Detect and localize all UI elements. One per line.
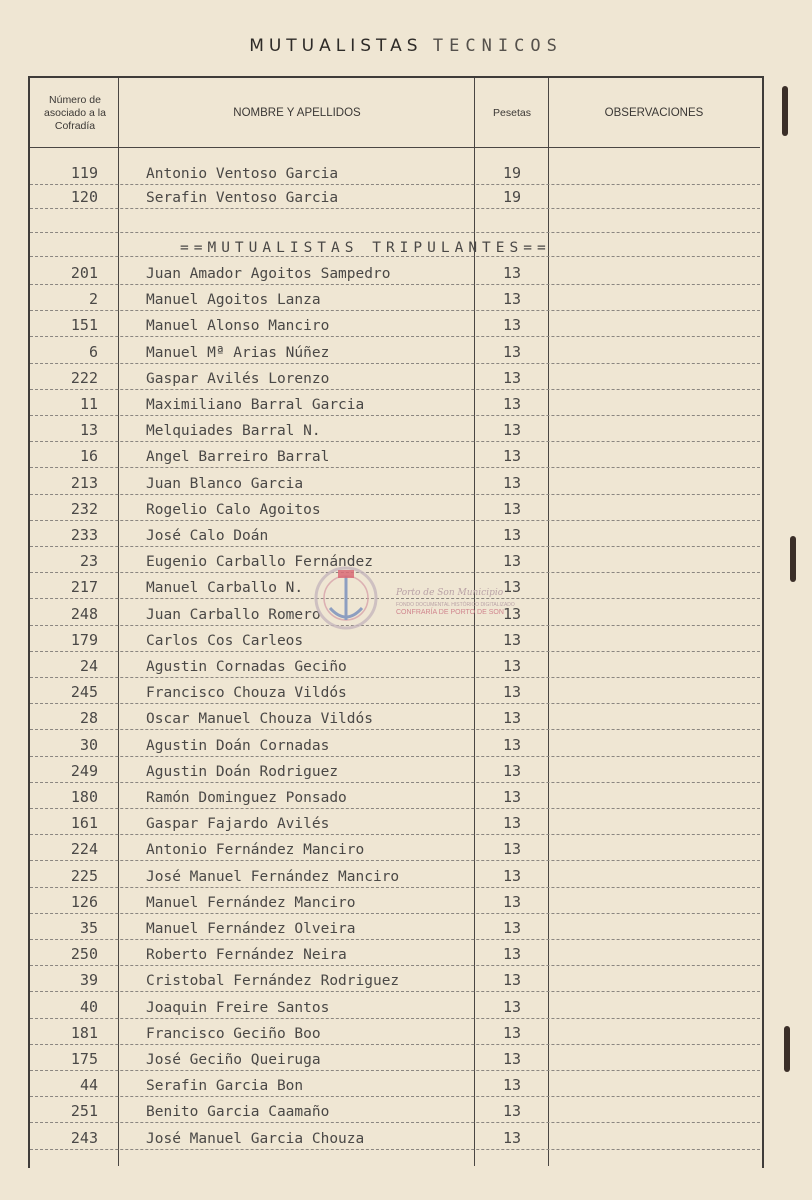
member-name: Eugenio Carballo Fernández (146, 554, 373, 571)
member-name: Gaspar Fajardo Avilés (146, 816, 330, 833)
member-pesetas: 13 (502, 473, 522, 492)
table-row (30, 468, 760, 495)
member-number: 30 (79, 735, 98, 754)
member-name: Oscar Manuel Chouza Vildós (146, 711, 373, 728)
member-name: Serafin Ventoso Garcia (146, 190, 339, 206)
member-name: Ramón Dominguez Ponsado (146, 790, 347, 806)
table-row (30, 756, 760, 783)
table-row (30, 441, 760, 468)
table-row (30, 1018, 760, 1045)
member-number: 120 (70, 188, 98, 206)
page-title (0, 36, 812, 56)
title-printed: MUTUALISTAS (249, 36, 423, 56)
header-divider (30, 147, 760, 148)
member-name: José Calo Doán (146, 528, 269, 544)
member-number: 181 (70, 1023, 98, 1042)
member-pesetas: 13 (502, 683, 522, 702)
member-name: Manuel Fernández Manciro (146, 894, 356, 911)
member-name: Maximiliano Barral Garcia (146, 397, 365, 413)
member-pesetas: 13 (502, 447, 522, 466)
member-number: 225 (70, 866, 98, 885)
member-pesetas: 13 (502, 499, 522, 518)
member-pesetas: 13 (502, 866, 522, 885)
member-pesetas: 13 (502, 997, 522, 1016)
member-pesetas: 13 (502, 971, 522, 990)
column-header-numero: Número de asociado a la Cofradía (44, 93, 106, 132)
member-number: 126 (70, 892, 98, 911)
member-name: Carlos Cos Carleos (146, 632, 304, 649)
member-name: Manuel Alonso Manciro (146, 318, 330, 335)
member-number: 161 (70, 814, 98, 833)
table-row (30, 730, 760, 757)
member-pesetas: 19 (502, 188, 522, 206)
member-number: 179 (70, 630, 98, 649)
blank-row (30, 206, 760, 233)
member-number: 40 (79, 997, 98, 1016)
member-number: 233 (70, 526, 98, 544)
member-name: Joaquin Freire Santos (146, 999, 330, 1016)
table-row (30, 363, 760, 390)
member-pesetas: 13 (502, 526, 522, 544)
member-number: 44 (79, 1076, 98, 1095)
member-name: Roberto Fernández Neira (146, 947, 347, 964)
member-name: Antonio Fernández Manciro (146, 842, 365, 859)
table-row (30, 415, 760, 442)
member-name: Agustin Doán Cornadas (146, 737, 330, 754)
member-name: Francisco Chouza Vildós (146, 685, 347, 702)
member-pesetas: 13 (502, 1076, 522, 1095)
member-name: Manuel Fernández Olveira (146, 921, 356, 937)
member-number: 175 (70, 1050, 98, 1068)
binder-mark (782, 86, 788, 136)
member-name: Gaspar Avilés Lorenzo (146, 370, 330, 387)
member-pesetas: 13 (502, 919, 522, 937)
member-number: 222 (70, 368, 98, 387)
table-row (30, 887, 760, 914)
title-typed: TECNICOS (432, 36, 563, 56)
member-pesetas: 19 (502, 164, 522, 182)
member-number: 232 (70, 499, 98, 518)
member-pesetas: 13 (502, 264, 522, 282)
member-name: Francisco Geciño Boo (146, 1025, 321, 1042)
member-number: 28 (79, 709, 98, 728)
member-number: 245 (70, 683, 98, 702)
table-row (30, 1123, 760, 1150)
member-name: Juan Carballo Romero (146, 606, 321, 623)
table-row (30, 258, 760, 285)
member-pesetas: 13 (502, 761, 522, 780)
table-row (30, 939, 760, 966)
member-name: Serafin Garcia Bon (146, 1078, 304, 1095)
member-pesetas: 13 (502, 788, 522, 806)
table-row (30, 389, 760, 416)
table-row (30, 992, 760, 1019)
table-row (30, 494, 760, 521)
member-number: 11 (79, 395, 98, 413)
member-pesetas: 13 (502, 1050, 522, 1068)
column-header-pesetas: Pesetas (493, 106, 531, 119)
table-row (30, 861, 760, 888)
member-number: 23 (79, 552, 98, 571)
binder-mark (790, 536, 796, 582)
member-number: 6 (88, 342, 98, 361)
member-name: Benito Garcia Caamaño (146, 1104, 330, 1121)
member-name: Manuel Agoitos Lanza (146, 292, 321, 309)
member-pesetas: 13 (502, 1128, 522, 1147)
member-pesetas: 13 (502, 421, 522, 440)
stamp-org-text: CONFRARÍA DE PORTO DE SON (396, 609, 504, 616)
table-row (30, 782, 760, 809)
member-pesetas: 13 (502, 395, 522, 413)
member-name: Antonio Ventoso Garcia (146, 166, 339, 182)
member-number: 2 (88, 290, 98, 309)
member-name: José Manuel Garcia Chouza (146, 1130, 365, 1147)
member-number: 151 (70, 316, 98, 335)
member-pesetas: 13 (502, 578, 522, 597)
column-header-observaciones: OBSERVACIONES (604, 106, 704, 119)
member-pesetas: 13 (502, 1023, 522, 1042)
archive-watermark-stamp (312, 556, 502, 640)
member-name: Agustin Cornadas Geciño (146, 659, 347, 675)
member-number: 13 (79, 421, 98, 440)
member-pesetas: 13 (502, 316, 522, 335)
member-pesetas: 13 (502, 630, 522, 649)
column-header-nombre: NOMBRE Y APELLIDOS (233, 106, 361, 119)
table-row (30, 1044, 760, 1071)
member-pesetas: 13 (502, 945, 522, 964)
member-pesetas: 13 (502, 735, 522, 754)
binder-mark (784, 1026, 790, 1072)
member-number: 248 (70, 604, 98, 623)
member-name: Manuel Carballo N. (146, 580, 304, 597)
member-pesetas: 13 (502, 1102, 522, 1121)
member-number: 16 (79, 447, 98, 466)
member-pesetas: 13 (502, 290, 522, 309)
member-pesetas: 13 (502, 840, 522, 859)
member-name: José Manuel Fernández Manciro (146, 868, 400, 885)
table-row (30, 965, 760, 992)
stamp-small-text: FONDO DOCUMENTAL HISTÓRICO DIGITALIZADO (396, 602, 515, 608)
member-pesetas: 13 (502, 342, 522, 361)
table-row (30, 834, 760, 861)
member-pesetas: 13 (502, 604, 522, 623)
member-name: José Geciño Queiruga (146, 1052, 321, 1068)
member-pesetas: 13 (502, 709, 522, 728)
table-row (30, 1096, 760, 1123)
member-number: 224 (70, 840, 98, 859)
member-name: Manuel Mª Arias Núñez (146, 344, 330, 361)
member-name: Juan Blanco Garcia (146, 475, 304, 492)
member-name: Melquiades Barral N. (146, 423, 321, 440)
member-name: Juan Amador Agoitos Sampedro (146, 266, 391, 282)
member-number: 180 (70, 788, 98, 806)
table-row (30, 808, 760, 835)
member-number: 213 (70, 473, 98, 492)
member-name: Rogelio Calo Agoitos (146, 501, 321, 518)
member-pesetas: 13 (502, 552, 522, 571)
table-row (30, 520, 760, 547)
table-row (30, 651, 760, 678)
member-name: Cristobal Fernández Rodriguez (146, 973, 400, 990)
member-number: 119 (70, 164, 98, 182)
member-number: 251 (70, 1102, 98, 1121)
table-row (30, 1070, 760, 1097)
member-number: 201 (70, 264, 98, 282)
table-row (30, 703, 760, 730)
member-number: 250 (70, 945, 98, 964)
member-pesetas: 13 (502, 814, 522, 833)
table-row (30, 913, 760, 940)
table-row (30, 337, 760, 364)
table-row (30, 158, 760, 185)
table-row (30, 182, 760, 209)
member-name: Agustin Doán Rodriguez (146, 763, 339, 780)
section-heading: ==MUTUALISTAS TRIPULANTES== (180, 240, 551, 256)
table-row (30, 310, 760, 337)
table-row (30, 677, 760, 704)
member-number: 39 (79, 971, 98, 990)
stamp-script-text: Porto de Son Municipio (396, 588, 504, 598)
member-number: 24 (79, 657, 98, 675)
table-row (30, 284, 760, 311)
member-number: 243 (70, 1128, 98, 1147)
member-number: 217 (70, 578, 98, 597)
member-number: 249 (70, 761, 98, 780)
member-pesetas: 13 (502, 657, 522, 675)
member-pesetas: 13 (502, 368, 522, 387)
member-name: Angel Barreiro Barral (146, 449, 330, 466)
member-pesetas: 13 (502, 892, 522, 911)
member-number: 35 (79, 919, 98, 937)
